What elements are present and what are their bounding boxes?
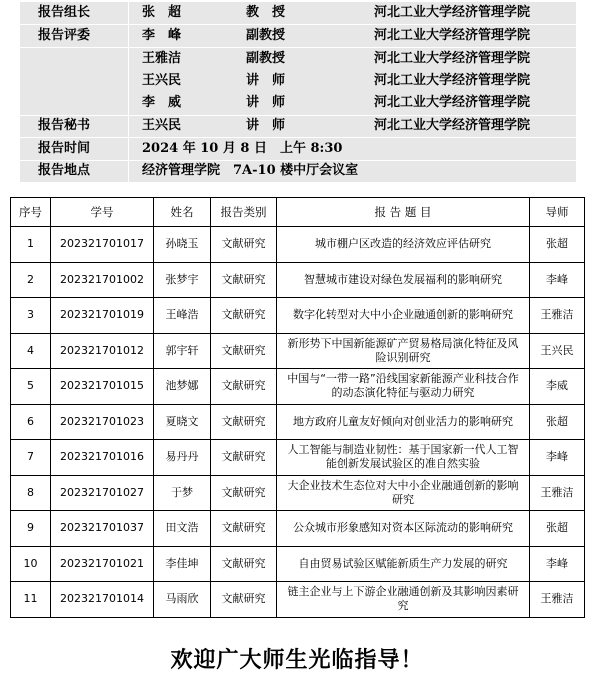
row-advisor: 张超 [530,404,585,440]
row-no: 8 [11,475,51,511]
header-name: 姓名 [154,198,211,227]
judge-row [20,48,576,70]
row-student-id: 202321701023 [51,404,154,440]
row-advisor: 李峰 [530,546,585,582]
row-name: 田文浩 [154,511,211,547]
table-row [11,440,585,476]
row-advisor: 王雅洁 [530,582,585,618]
judge-name: 李 峰 [142,28,182,43]
row-topic: 人工智能与制造业韧性：基于国家新一代人工智能创新发展试验区的准自然实验 [277,440,530,476]
judge-name: 王兴民 [142,73,182,88]
row-student-id: 202321701002 [51,262,154,298]
secretary-row [20,115,576,137]
row-topic: 大企业技术生态位对大中小企业融通创新的影响研究 [277,475,530,511]
time-row [20,138,576,160]
row-topic: 中国与“一带一路”沿线国家新能源产业科技合作的动态演化特征与驱动力研究 [277,369,530,405]
place-value: 经济管理学院 7A-10 楼中厅会议室 [142,163,359,178]
row-student-id: 202321701027 [51,475,154,511]
table-row [11,582,585,618]
row-name: 易丹丹 [154,440,211,476]
row-topic: 链主企业与上下游企业融通创新及其影响因素研究 [277,582,530,618]
header-no: 序号 [11,198,51,227]
row-topic: 地方政府儿童友好倾向对创业活力的影响研究 [277,404,530,440]
table-header-row [11,198,585,227]
row-advisor: 李威 [530,369,585,405]
row-student-id: 202321701012 [51,333,154,369]
judge-unit: 河北工业大学经济管理学院 [374,51,531,66]
welcome-message: 欢迎广大师生光临指导！ [170,647,424,673]
row-type: 文献研究 [211,298,277,334]
committee-info [20,2,576,182]
judge-row [20,25,576,47]
row-no: 11 [11,582,51,618]
table-row [11,546,585,582]
judge-unit: 河北工业大学经济管理学院 [374,95,531,110]
row-no: 5 [11,369,51,405]
table-row [11,511,585,547]
row-advisor: 李峰 [530,440,585,476]
judge-unit: 河北工业大学经济管理学院 [374,28,531,43]
row-no: 10 [11,546,51,582]
row-type: 文献研究 [211,582,277,618]
report-schedule-table [10,197,585,618]
row-type: 文献研究 [211,333,277,369]
row-no: 2 [11,262,51,298]
chair-name: 张 超 [142,5,182,20]
chair-unit: 河北工业大学经济管理学院 [374,5,531,20]
row-student-id: 202321701037 [51,511,154,547]
row-student-id: 202321701015 [51,369,154,405]
table-row [11,262,585,298]
row-name: 李佳坤 [154,546,211,582]
table-row [11,369,585,405]
row-type: 文献研究 [211,475,277,511]
row-student-id: 202321701019 [51,298,154,334]
table-row [11,475,585,511]
row-type: 文献研究 [211,227,277,263]
header-type: 报告类别 [211,198,277,227]
row-type: 文献研究 [211,511,277,547]
row-type: 文献研究 [211,440,277,476]
row-no: 9 [11,511,51,547]
table-row [11,227,585,263]
header-student-id: 学号 [51,198,154,227]
time-value: 2024 年 10 月 8 日 上午 8:30 [142,141,343,156]
row-name: 张梦宇 [154,262,211,298]
judge-title: 副教授 [246,28,286,43]
row-name: 夏晓文 [154,404,211,440]
table-row [11,298,585,334]
row-name: 王峰浩 [154,298,211,334]
row-topic: 新形势下中国新能源矿产贸易格局演化特征及风险识别研究 [277,333,530,369]
chair-role: 报告组长 [38,5,91,20]
judges-role: 报告评委 [38,28,91,43]
row-type: 文献研究 [211,262,277,298]
row-advisor: 王雅洁 [530,475,585,511]
chair-title: 教 授 [246,5,286,20]
row-advisor: 李峰 [530,262,585,298]
chair-row [20,2,576,24]
secretary-name: 王兴民 [142,118,182,133]
judge-row [20,70,576,92]
judge-row [20,92,576,114]
header-topic: 报 告 题 目 [277,198,530,227]
secretary-role: 报告秘书 [38,118,91,133]
judge-title: 副教授 [246,51,286,66]
secretary-unit: 河北工业大学经济管理学院 [374,118,531,133]
row-topic: 城市棚户区改造的经济效应评估研究 [277,227,530,263]
row-student-id: 202321701017 [51,227,154,263]
row-student-id: 202321701016 [51,440,154,476]
judge-unit: 河北工业大学经济管理学院 [374,73,531,88]
place-row [20,160,576,182]
row-student-id: 202321701021 [51,546,154,582]
row-advisor: 王雅洁 [530,298,585,334]
row-student-id: 202321701014 [51,582,154,618]
row-name: 马雨欣 [154,582,211,618]
row-type: 文献研究 [211,546,277,582]
row-name: 孙晓玉 [154,227,211,263]
judge-name: 李 威 [142,95,182,110]
row-advisor: 张超 [530,227,585,263]
row-name: 于梦 [154,475,211,511]
row-no: 1 [11,227,51,263]
judge-title: 讲 师 [246,95,286,110]
row-no: 4 [11,333,51,369]
row-topic: 智慧城市建设对绿色发展福利的影响研究 [277,262,530,298]
judge-title: 讲 师 [246,73,286,88]
header-advisor: 导师 [530,198,585,227]
row-type: 文献研究 [211,404,277,440]
judge-name: 王雅洁 [142,51,182,66]
table-row [11,333,585,369]
row-name: 郭宇轩 [154,333,211,369]
table-row [11,404,585,440]
secretary-title: 讲 师 [246,118,286,133]
row-no: 7 [11,440,51,476]
place-role: 报告地点 [38,163,91,178]
row-name: 池梦娜 [154,369,211,405]
row-topic: 自由贸易试验区赋能新质生产力发展的研究 [277,546,530,582]
row-advisor: 张超 [530,511,585,547]
row-no: 6 [11,404,51,440]
row-no: 3 [11,298,51,334]
time-role: 报告时间 [38,141,91,156]
row-type: 文献研究 [211,369,277,405]
row-topic: 数字化转型对大中小企业融通创新的影响研究 [277,298,530,334]
row-advisor: 王兴民 [530,333,585,369]
row-topic: 公众城市形象感知对资本区际流动的影响研究 [277,511,530,547]
